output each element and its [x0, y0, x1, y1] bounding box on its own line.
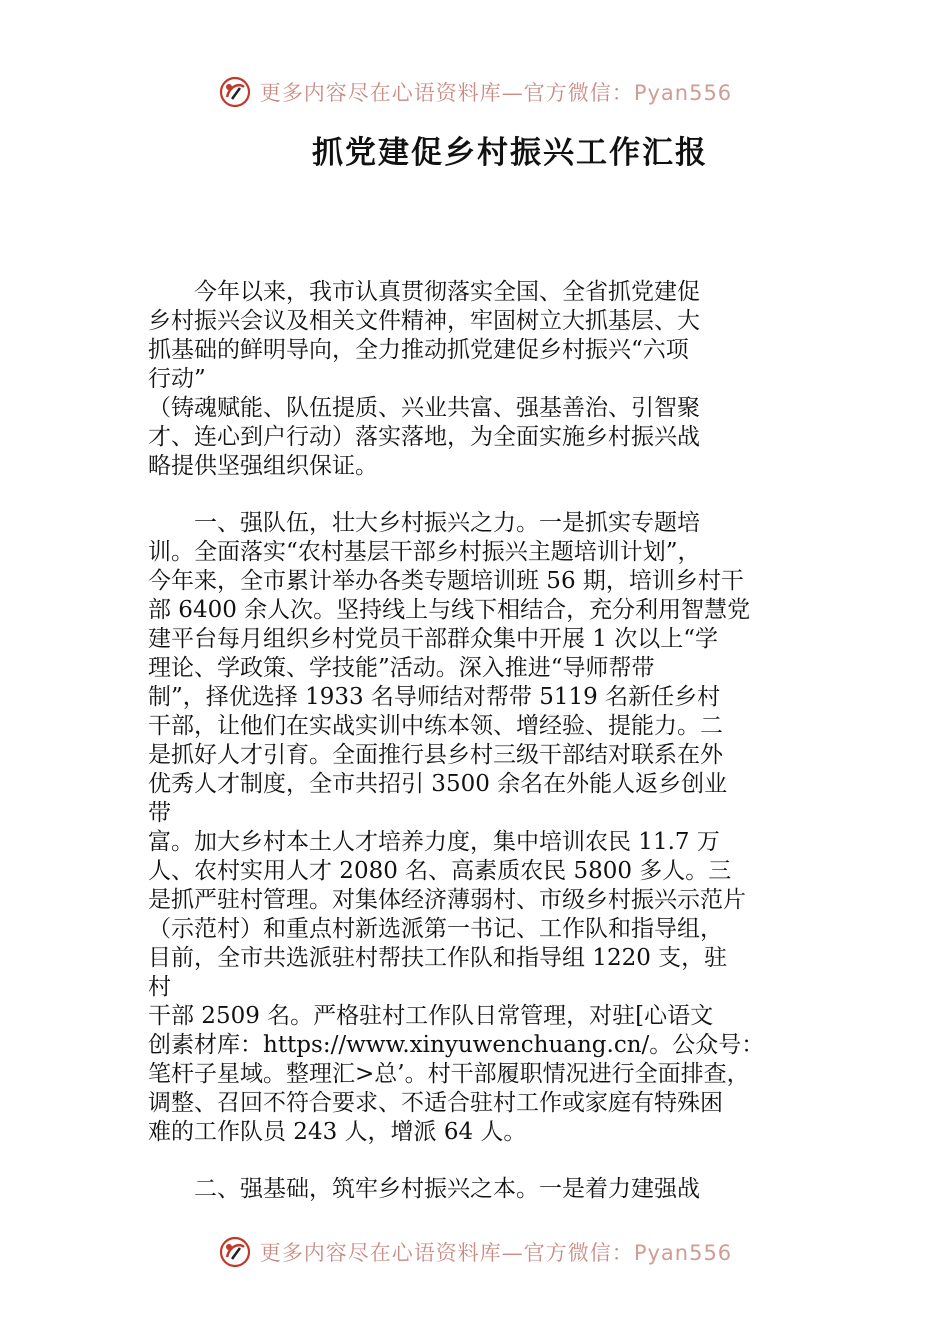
- paragraph-intro: 今年以来，我市认真贯彻落实全国、全省抓党建促 乡村振兴会议及相关文件精神，牢固树立大抓基层、大 抓基础的鲜明导向，全力推动抓党建促乡村振兴“六项 行动” （铸魂赋能、队伍提质、兴业共富、强基善治、引智聚 才、连心到户行动）落实落地，为全面实施乡村振兴战 略提供坚强组织保证。: [148, 279, 700, 479]
- watermark-wechat-id: Pyan556: [633, 81, 733, 105]
- document-body: [148, 278, 808, 1204]
- watermark-footer: [0, 1232, 950, 1272]
- paragraph-section-1: 一、强队伍，壮大乡村振兴之力。一是抓实专题培 训。全面落实“农村基层干部乡村振兴主题培训计划”， 今年来，全市累计举办各类专题培训班 56 期，培训乡村干 部 6400 余人次。坚持线上与线下相结合，充分利用智慧党 建平台每月组织乡村党员干部群众集中开展 1 次以上“学 理论、学政策、学技能”活动。深入推进“导师帮带 制”，择优选择 1933 名导师结对帮带 5119 名新任乡村 干部，让他们在实战实训中练本领、增经验、提能力。二 是抓好人才引育。全面推行县乡村三级干部结对联系在外 优秀人才制度，全市共招引 3500 余名在外能人返乡创业 带 富。加大乡村本土人才培养力度，集中培训农民 11.7 万 人、农村实用人才 2080 名、高素质农民 5800 多人。三 是抓严驻村管理。对集体经济薄弱村、市级乡村振兴示范片 （示范村）和重点村新选派第一书记、工作队和指导组， 目前，全市共选派驻村帮扶工作队和指导组 1220 支，驻 村 干部 2509 名。严格驻村工作队日常管理，对驻[心语文 创素材库：https://www.xinyuwenchuang.cn/。公众号： 笔杆子星域。整理汇>总’。村干部履职情况进行全面排查， 调整、召回不符合要求、不适合驻村工作或家庭有特殊困 难的工作队员 243 人，增派 64 人。: [148, 510, 765, 1145]
- watermark-header: [0, 72, 950, 112]
- logo-icon: [218, 1235, 252, 1269]
- logo-icon: [218, 75, 252, 109]
- watermark-text: 更多内容尽在心语资料库—官方微信：Pyan556: [259, 1241, 733, 1265]
- watermark-wechat-id: Pyan556: [633, 1241, 733, 1265]
- paragraph-section-2: 二、强基础，筑牢乡村振兴之本。一是着力建强战: [148, 1176, 700, 1202]
- watermark-text: 更多内容尽在心语资料库—官方微信：Pyan556: [259, 81, 733, 105]
- document-title: 抓党建促乡村振兴工作汇报: [312, 135, 708, 171]
